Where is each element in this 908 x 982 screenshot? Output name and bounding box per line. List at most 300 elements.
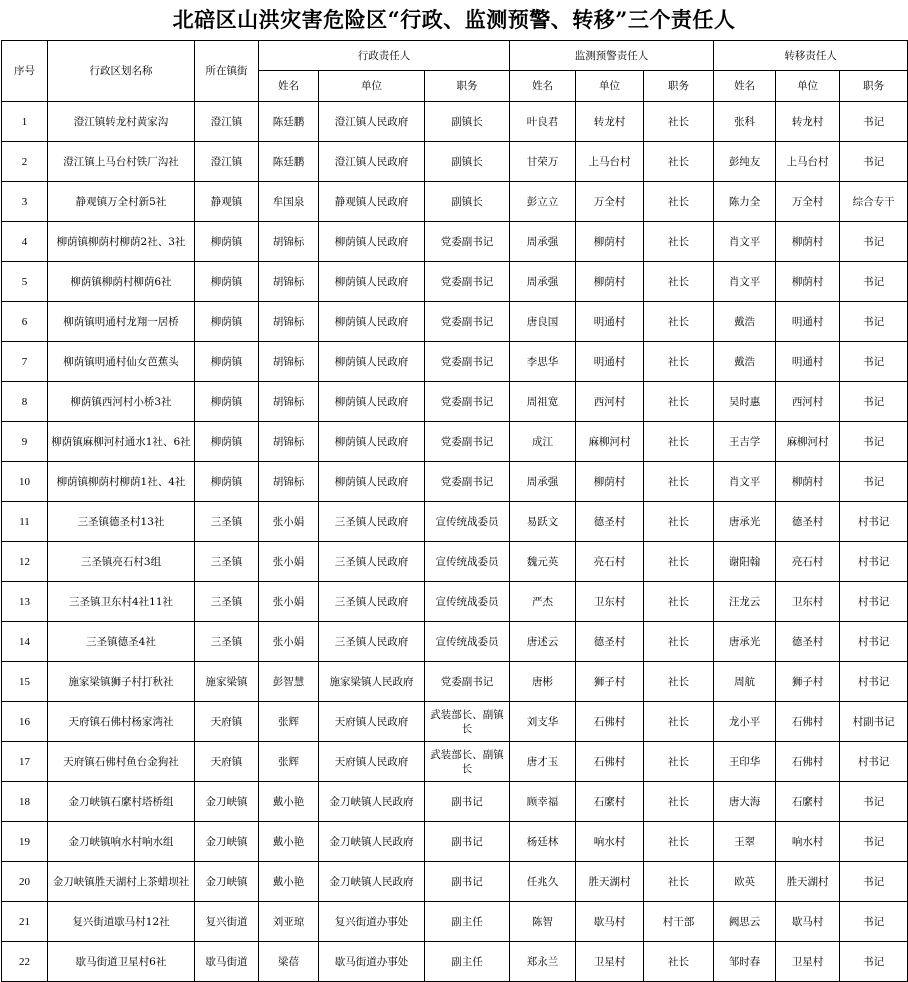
- table-row: [2, 222, 908, 262]
- cell-transfer-unit: 狮子村: [776, 662, 840, 702]
- cell-transfer-name: 戴浩: [714, 302, 776, 342]
- cell-town: 歇马街道: [195, 942, 259, 982]
- cell-seq: 6: [2, 302, 48, 342]
- cell-transfer-unit: 胜天湖村: [776, 862, 840, 902]
- cell-monitor-unit: 德圣村: [576, 622, 644, 662]
- cell-admin-position: 副书记: [425, 822, 510, 862]
- cell-seq: 9: [2, 422, 48, 462]
- cell-monitor-position: 社长: [644, 582, 714, 622]
- cell-monitor-name: 唐彬: [510, 662, 576, 702]
- cell-admin-unit: 澄江镇人民政府: [319, 102, 425, 142]
- cell-monitor-position: 社长: [644, 462, 714, 502]
- cell-admin-name: 刘亚琼: [259, 902, 319, 942]
- table-row: [2, 542, 908, 582]
- cell-monitor-unit: 明通村: [576, 342, 644, 382]
- cell-admin-unit: 天府镇人民政府: [319, 742, 425, 782]
- cell-seq: 3: [2, 182, 48, 222]
- cell-transfer-name: 周航: [714, 662, 776, 702]
- cell-monitor-position: 社长: [644, 662, 714, 702]
- cell-monitor-unit: 卫东村: [576, 582, 644, 622]
- cell-transfer-position: 村书记: [840, 542, 908, 582]
- cell-admin-unit: 澄江镇人民政府: [319, 142, 425, 182]
- cell-transfer-position: 书记: [840, 262, 908, 302]
- cell-seq: 16: [2, 702, 48, 742]
- cell-transfer-unit: 石縻村: [776, 782, 840, 822]
- cell-admin-position: 党委副书记: [425, 342, 510, 382]
- cell-transfer-position: 书记: [840, 422, 908, 462]
- cell-admin-unit: 柳荫镇人民政府: [319, 222, 425, 262]
- cell-town: 天府镇: [195, 742, 259, 782]
- cell-transfer-unit: 德圣村: [776, 502, 840, 542]
- cell-transfer-unit: 亮石村: [776, 542, 840, 582]
- header-monitor-position: 职务: [644, 71, 714, 102]
- cell-monitor-position: 社长: [644, 542, 714, 582]
- cell-transfer-position: 书记: [840, 222, 908, 262]
- cell-town: 三圣镇: [195, 502, 259, 542]
- cell-monitor-unit: 卫星村: [576, 942, 644, 982]
- cell-town: 静观镇: [195, 182, 259, 222]
- cell-admin-name: 戴小艳: [259, 782, 319, 822]
- cell-town: 柳荫镇: [195, 462, 259, 502]
- cell-town: 柳荫镇: [195, 422, 259, 462]
- cell-transfer-name: 王翠: [714, 822, 776, 862]
- cell-area: 三圣镇卫东村4社11社: [48, 582, 195, 622]
- cell-transfer-unit: 卫星村: [776, 942, 840, 982]
- cell-transfer-unit: 柳荫村: [776, 462, 840, 502]
- cell-monitor-name: 李思华: [510, 342, 576, 382]
- cell-monitor-position: 社长: [644, 302, 714, 342]
- cell-transfer-unit: 柳荫村: [776, 222, 840, 262]
- cell-town: 复兴街道: [195, 902, 259, 942]
- cell-admin-unit: 金刀峡镇人民政府: [319, 822, 425, 862]
- cell-admin-unit: 静观镇人民政府: [319, 182, 425, 222]
- table-row: [2, 582, 908, 622]
- cell-transfer-position: 综合专干: [840, 182, 908, 222]
- cell-seq: 10: [2, 462, 48, 502]
- cell-area: 柳荫镇柳荫村柳荫2社、3社: [48, 222, 195, 262]
- cell-transfer-unit: 明通村: [776, 342, 840, 382]
- cell-transfer-position: 书记: [840, 102, 908, 142]
- cell-admin-position: 党委副书记: [425, 382, 510, 422]
- cell-admin-unit: 天府镇人民政府: [319, 702, 425, 742]
- cell-monitor-unit: 石縻村: [576, 782, 644, 822]
- cell-transfer-position: 村书记: [840, 502, 908, 542]
- cell-transfer-name: 陈力全: [714, 182, 776, 222]
- table-row: [2, 382, 908, 422]
- cell-admin-unit: 复兴街道办事处: [319, 902, 425, 942]
- cell-admin-unit: 三圣镇人民政府: [319, 582, 425, 622]
- cell-admin-name: 胡锦标: [259, 302, 319, 342]
- cell-seq: 7: [2, 342, 48, 382]
- cell-transfer-position: 书记: [840, 382, 908, 422]
- cell-admin-name: 胡锦标: [259, 422, 319, 462]
- cell-transfer-name: 吴时惠: [714, 382, 776, 422]
- cell-monitor-name: 周承强: [510, 222, 576, 262]
- cell-admin-name: 戴小艳: [259, 862, 319, 902]
- cell-monitor-position: 社长: [644, 862, 714, 902]
- cell-admin-unit: 柳荫镇人民政府: [319, 462, 425, 502]
- cell-seq: 20: [2, 862, 48, 902]
- cell-admin-unit: 三圣镇人民政府: [319, 502, 425, 542]
- cell-transfer-name: 唐大海: [714, 782, 776, 822]
- responsibility-table: [1, 40, 908, 982]
- cell-admin-position: 副书记: [425, 862, 510, 902]
- cell-monitor-position: 社长: [644, 782, 714, 822]
- header-admin-group: 行政责任人: [259, 41, 510, 71]
- cell-admin-position: 党委副书记: [425, 662, 510, 702]
- cell-admin-unit: 三圣镇人民政府: [319, 542, 425, 582]
- cell-transfer-position: 村副书记: [840, 702, 908, 742]
- cell-monitor-name: 甘荣万: [510, 142, 576, 182]
- cell-town: 金刀峡镇: [195, 862, 259, 902]
- cell-town: 施家梁镇: [195, 662, 259, 702]
- cell-town: 柳荫镇: [195, 382, 259, 422]
- cell-admin-position: 宣传统战委员: [425, 502, 510, 542]
- table-row: [2, 182, 908, 222]
- cell-monitor-unit: 柳荫村: [576, 462, 644, 502]
- header-monitor-group: 监测预警责任人: [510, 41, 714, 71]
- cell-town: 柳荫镇: [195, 222, 259, 262]
- cell-monitor-unit: 麻柳河村: [576, 422, 644, 462]
- cell-area: 柳荫镇柳荫村柳荫1社、4社: [48, 462, 195, 502]
- header-seq: 序号: [2, 41, 48, 102]
- cell-monitor-name: 周承强: [510, 462, 576, 502]
- cell-monitor-unit: 上马台村: [576, 142, 644, 182]
- cell-admin-position: 党委副书记: [425, 462, 510, 502]
- cell-admin-unit: 柳荫镇人民政府: [319, 302, 425, 342]
- cell-transfer-unit: 石佛村: [776, 702, 840, 742]
- cell-admin-name: 张小娟: [259, 582, 319, 622]
- cell-seq: 5: [2, 262, 48, 302]
- cell-town: 柳荫镇: [195, 342, 259, 382]
- table-row: [2, 702, 908, 742]
- table-row: [2, 742, 908, 782]
- cell-monitor-position: 社长: [644, 942, 714, 982]
- cell-monitor-name: 叶良君: [510, 102, 576, 142]
- cell-monitor-unit: 狮子村: [576, 662, 644, 702]
- cell-monitor-name: 任兆久: [510, 862, 576, 902]
- header-admin-position: 职务: [425, 71, 510, 102]
- cell-monitor-name: 周承强: [510, 262, 576, 302]
- cell-admin-name: 张小娟: [259, 542, 319, 582]
- cell-monitor-position: 社长: [644, 502, 714, 542]
- cell-transfer-name: 谢阳翰: [714, 542, 776, 582]
- cell-admin-position: 副镇长: [425, 182, 510, 222]
- cell-admin-name: 胡锦标: [259, 262, 319, 302]
- cell-transfer-position: 村书记: [840, 662, 908, 702]
- cell-transfer-position: 书记: [840, 862, 908, 902]
- cell-area: 三圣镇德圣4社: [48, 622, 195, 662]
- cell-admin-position: 副主任: [425, 902, 510, 942]
- cell-monitor-unit: 西河村: [576, 382, 644, 422]
- cell-area: 柳荫镇麻柳河村通水1社、6社: [48, 422, 195, 462]
- cell-admin-name: 胡锦标: [259, 382, 319, 422]
- cell-monitor-name: 彭立立: [510, 182, 576, 222]
- cell-monitor-name: 唐良国: [510, 302, 576, 342]
- cell-transfer-unit: 德圣村: [776, 622, 840, 662]
- cell-seq: 18: [2, 782, 48, 822]
- cell-admin-name: 梁蓓: [259, 942, 319, 982]
- header-town: 所在镇街: [195, 41, 259, 102]
- cell-area: 三圣镇亮石村3组: [48, 542, 195, 582]
- cell-monitor-name: 陈智: [510, 902, 576, 942]
- table-body: [2, 102, 908, 982]
- cell-monitor-unit: 石佛村: [576, 742, 644, 782]
- header-transfer-name: 姓名: [714, 71, 776, 102]
- cell-monitor-position: 社长: [644, 622, 714, 662]
- cell-admin-unit: 歇马街道办事处: [319, 942, 425, 982]
- cell-monitor-name: 成江: [510, 422, 576, 462]
- cell-admin-unit: 柳荫镇人民政府: [319, 382, 425, 422]
- cell-area: 三圣镇德圣村13社: [48, 502, 195, 542]
- cell-monitor-position: 社长: [644, 382, 714, 422]
- cell-admin-name: 戴小艳: [259, 822, 319, 862]
- cell-transfer-unit: 万全村: [776, 182, 840, 222]
- cell-admin-position: 宣传统战委员: [425, 542, 510, 582]
- cell-area: 金刀峡镇石縻村塔桥组: [48, 782, 195, 822]
- cell-admin-position: 副主任: [425, 942, 510, 982]
- cell-town: 三圣镇: [195, 582, 259, 622]
- cell-monitor-unit: 柳荫村: [576, 222, 644, 262]
- cell-admin-position: 武装部长、副镇长: [425, 702, 510, 742]
- cell-monitor-name: 顾幸福: [510, 782, 576, 822]
- cell-area: 复兴街道歇马村12社: [48, 902, 195, 942]
- cell-monitor-unit: 转龙村: [576, 102, 644, 142]
- cell-transfer-name: 阙思云: [714, 902, 776, 942]
- cell-admin-position: 党委副书记: [425, 222, 510, 262]
- cell-admin-position: 武装部长、副镇长: [425, 742, 510, 782]
- cell-area: 金刀峡镇响水村响水组: [48, 822, 195, 862]
- cell-transfer-name: 唐承光: [714, 622, 776, 662]
- cell-area: 歇马街道卫星村6社: [48, 942, 195, 982]
- cell-transfer-position: 书记: [840, 462, 908, 502]
- cell-town: 三圣镇: [195, 542, 259, 582]
- table-row: [2, 102, 908, 142]
- cell-seq: 2: [2, 142, 48, 182]
- cell-area: 施家梁镇狮子村打秋社: [48, 662, 195, 702]
- header-monitor-name: 姓名: [510, 71, 576, 102]
- cell-seq: 4: [2, 222, 48, 262]
- cell-transfer-name: 邹时春: [714, 942, 776, 982]
- cell-admin-unit: 金刀峡镇人民政府: [319, 862, 425, 902]
- cell-transfer-position: 书记: [840, 142, 908, 182]
- cell-monitor-unit: 亮石村: [576, 542, 644, 582]
- cell-seq: 1: [2, 102, 48, 142]
- cell-transfer-name: 彭纯友: [714, 142, 776, 182]
- table-row: [2, 502, 908, 542]
- cell-transfer-position: 书记: [840, 302, 908, 342]
- header-transfer-unit: 单位: [776, 71, 840, 102]
- cell-admin-name: 陈廷鹏: [259, 142, 319, 182]
- cell-transfer-name: 欧英: [714, 862, 776, 902]
- cell-admin-position: 宣传统战委员: [425, 582, 510, 622]
- cell-town: 柳荫镇: [195, 262, 259, 302]
- table-row: [2, 422, 908, 462]
- cell-admin-name: 胡锦标: [259, 222, 319, 262]
- table-row: [2, 302, 908, 342]
- cell-monitor-position: 社长: [644, 342, 714, 382]
- cell-admin-name: 牟国泉: [259, 182, 319, 222]
- cell-seq: 8: [2, 382, 48, 422]
- cell-town: 天府镇: [195, 702, 259, 742]
- cell-transfer-unit: 石佛村: [776, 742, 840, 782]
- cell-seq: 14: [2, 622, 48, 662]
- cell-admin-name: 张小娟: [259, 622, 319, 662]
- cell-admin-name: 胡锦标: [259, 342, 319, 382]
- cell-transfer-unit: 上马台村: [776, 142, 840, 182]
- cell-monitor-unit: 歇马村: [576, 902, 644, 942]
- cell-town: 金刀峡镇: [195, 782, 259, 822]
- cell-monitor-position: 社长: [644, 422, 714, 462]
- cell-transfer-unit: 响水村: [776, 822, 840, 862]
- cell-seq: 12: [2, 542, 48, 582]
- cell-town: 三圣镇: [195, 622, 259, 662]
- table-row: [2, 822, 908, 862]
- header-area: 行政区划名称: [48, 41, 195, 102]
- cell-admin-position: 副镇长: [425, 142, 510, 182]
- cell-monitor-name: 唐才玉: [510, 742, 576, 782]
- cell-area: 静观镇万全村新5社: [48, 182, 195, 222]
- cell-transfer-position: 书记: [840, 822, 908, 862]
- cell-monitor-name: 易跃文: [510, 502, 576, 542]
- cell-admin-name: 张小娟: [259, 502, 319, 542]
- cell-admin-position: 党委副书记: [425, 262, 510, 302]
- table-row: [2, 622, 908, 662]
- cell-transfer-position: 书记: [840, 342, 908, 382]
- cell-area: 澄江镇转龙村黄家沟: [48, 102, 195, 142]
- cell-monitor-name: 郑永兰: [510, 942, 576, 982]
- cell-transfer-position: 书记: [840, 942, 908, 982]
- table-row: [2, 862, 908, 902]
- cell-transfer-unit: 卫东村: [776, 582, 840, 622]
- cell-area: 天府镇石佛村杨家湾社: [48, 702, 195, 742]
- cell-area: 柳荫镇柳荫村柳荫6社: [48, 262, 195, 302]
- cell-town: 澄江镇: [195, 102, 259, 142]
- cell-monitor-position: 社长: [644, 182, 714, 222]
- cell-area: 柳荫镇西河村小桥3社: [48, 382, 195, 422]
- cell-transfer-unit: 转龙村: [776, 102, 840, 142]
- cell-transfer-unit: 歇马村: [776, 902, 840, 942]
- cell-transfer-name: 肖文平: [714, 262, 776, 302]
- cell-transfer-name: 龙小平: [714, 702, 776, 742]
- cell-town: 澄江镇: [195, 142, 259, 182]
- cell-monitor-position: 社长: [644, 742, 714, 782]
- cell-town: 金刀峡镇: [195, 822, 259, 862]
- header-transfer-group: 转移责任人: [714, 41, 908, 71]
- cell-monitor-unit: 明通村: [576, 302, 644, 342]
- cell-admin-unit: 柳荫镇人民政府: [319, 262, 425, 302]
- cell-seq: 13: [2, 582, 48, 622]
- cell-monitor-position: 社长: [644, 222, 714, 262]
- cell-monitor-name: 刘支华: [510, 702, 576, 742]
- cell-seq: 22: [2, 942, 48, 982]
- cell-monitor-unit: 胜天湖村: [576, 862, 644, 902]
- cell-admin-position: 副书记: [425, 782, 510, 822]
- cell-monitor-name: 魏元英: [510, 542, 576, 582]
- cell-transfer-position: 书记: [840, 902, 908, 942]
- cell-monitor-position: 社长: [644, 142, 714, 182]
- cell-admin-unit: 金刀峡镇人民政府: [319, 782, 425, 822]
- cell-monitor-position: 社长: [644, 262, 714, 302]
- cell-monitor-position: 村干部: [644, 902, 714, 942]
- table-row: [2, 662, 908, 702]
- table-row: [2, 462, 908, 502]
- cell-seq: 21: [2, 902, 48, 942]
- cell-transfer-name: 王吉学: [714, 422, 776, 462]
- cell-transfer-unit: 明通村: [776, 302, 840, 342]
- cell-seq: 17: [2, 742, 48, 782]
- cell-admin-name: 胡锦标: [259, 462, 319, 502]
- cell-admin-position: 宣传统战委员: [425, 622, 510, 662]
- page-title: 北碚区山洪灾害危险区“行政、监测预警、转移”三个责任人: [172, 7, 736, 32]
- cell-admin-position: 副镇长: [425, 102, 510, 142]
- cell-monitor-name: 杨廷林: [510, 822, 576, 862]
- table-row: [2, 902, 908, 942]
- cell-admin-name: 陈廷鹏: [259, 102, 319, 142]
- cell-area: 金刀峡镇胜天湖村上茶蜡坝社: [48, 862, 195, 902]
- cell-admin-unit: 柳荫镇人民政府: [319, 422, 425, 462]
- header-admin-unit: 单位: [319, 71, 425, 102]
- cell-admin-unit: 柳荫镇人民政府: [319, 342, 425, 382]
- cell-monitor-unit: 石佛村: [576, 702, 644, 742]
- cell-area: 柳荫镇明通村龙翔一居桥: [48, 302, 195, 342]
- cell-transfer-position: 村书记: [840, 622, 908, 662]
- header-monitor-unit: 单位: [576, 71, 644, 102]
- cell-monitor-position: 社长: [644, 702, 714, 742]
- cell-seq: 19: [2, 822, 48, 862]
- cell-admin-name: 张辉: [259, 702, 319, 742]
- table-row: [2, 342, 908, 382]
- cell-seq: 15: [2, 662, 48, 702]
- table-row: [2, 782, 908, 822]
- cell-monitor-name: 严杰: [510, 582, 576, 622]
- cell-admin-position: 党委副书记: [425, 302, 510, 342]
- cell-transfer-name: 汪龙云: [714, 582, 776, 622]
- cell-town: 柳荫镇: [195, 302, 259, 342]
- cell-transfer-name: 肖文平: [714, 222, 776, 262]
- cell-monitor-unit: 万全村: [576, 182, 644, 222]
- cell-transfer-name: 唐承光: [714, 502, 776, 542]
- header-transfer-position: 职务: [840, 71, 908, 102]
- cell-admin-position: 党委副书记: [425, 422, 510, 462]
- cell-admin-name: 彭智慧: [259, 662, 319, 702]
- cell-admin-unit: 施家梁镇人民政府: [319, 662, 425, 702]
- cell-transfer-position: 村书记: [840, 742, 908, 782]
- cell-monitor-unit: 柳荫村: [576, 262, 644, 302]
- cell-monitor-name: 唐述云: [510, 622, 576, 662]
- cell-monitor-name: 周祖宽: [510, 382, 576, 422]
- cell-area: 柳荫镇明通村仙女芭蕉头: [48, 342, 195, 382]
- cell-transfer-name: 戴浩: [714, 342, 776, 382]
- cell-transfer-position: 村书记: [840, 582, 908, 622]
- header-admin-name: 姓名: [259, 71, 319, 102]
- cell-admin-name: 张辉: [259, 742, 319, 782]
- cell-admin-unit: 三圣镇人民政府: [319, 622, 425, 662]
- table-row: [2, 142, 908, 182]
- cell-seq: 11: [2, 502, 48, 542]
- cell-transfer-position: 书记: [840, 782, 908, 822]
- cell-transfer-name: 王印华: [714, 742, 776, 782]
- cell-transfer-unit: 麻柳河村: [776, 422, 840, 462]
- cell-monitor-unit: 德圣村: [576, 502, 644, 542]
- cell-monitor-position: 社长: [644, 822, 714, 862]
- cell-transfer-name: 肖文平: [714, 462, 776, 502]
- cell-transfer-unit: 西河村: [776, 382, 840, 422]
- cell-monitor-position: 社长: [644, 102, 714, 142]
- table-row: [2, 262, 908, 302]
- cell-monitor-unit: 响水村: [576, 822, 644, 862]
- table-row: [2, 942, 908, 982]
